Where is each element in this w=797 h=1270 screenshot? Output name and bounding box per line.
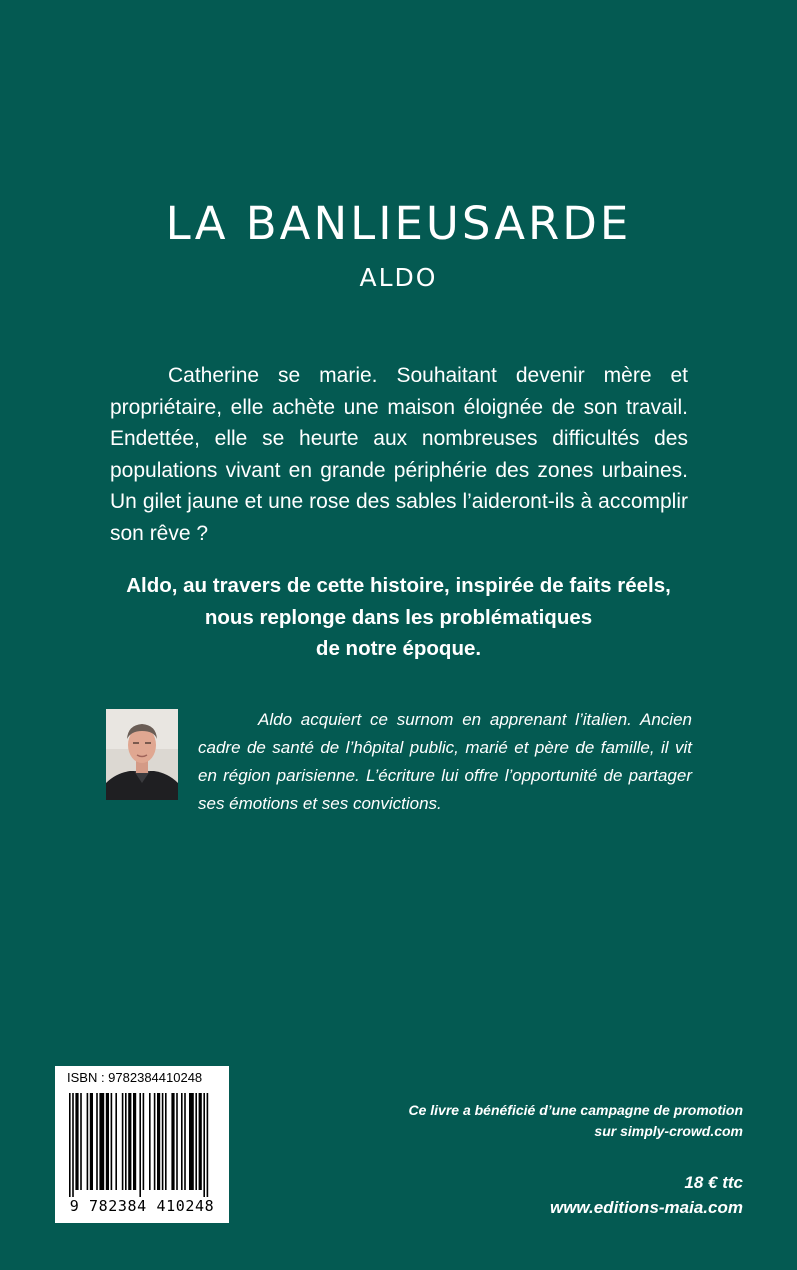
- promo-line: sur simply-crowd.com: [594, 1123, 743, 1139]
- author-photo: [106, 709, 178, 800]
- promo-note: [343, 1100, 743, 1142]
- tagline-line: Aldo, au travers de cette histoire, inspirée de faits réels,: [126, 574, 671, 597]
- tagline-line: de notre époque.: [315, 637, 482, 660]
- barcode-icon: [69, 1093, 215, 1197]
- barcode-digits: 9 782384 410248: [69, 1197, 215, 1215]
- isbn-barcode: [55, 1066, 229, 1223]
- book-title: LA BANLIEUSARDE: [165, 197, 632, 250]
- promo-line: Ce livre a bénéficié d’une campagne de promotion: [408, 1102, 743, 1118]
- price: 18 € ttc: [684, 1173, 743, 1192]
- tagline-line: nous replonge dans les problématiques: [204, 605, 593, 629]
- isbn-label: ISBN : 9782384410248: [67, 1070, 203, 1085]
- author-bio: Aldo acquiert ce surnom en apprenant l’italien. Ancien cadre de santé de l’hôpital public, marié et père de famille, il vit en région parisienne. L’écriture lui offre l’opportunité de partager ses émotions et ses convictions.: [198, 710, 692, 813]
- publisher-website: www.editions-maia.com: [549, 1198, 743, 1217]
- book-author: ALDO: [359, 263, 438, 292]
- synopsis-paragraph: Catherine se marie. Souhaitant devenir mère et propriétaire, elle achète une maison éloignée de son travail. Endettée, elle se heurte aux nombreuses difficultés des populations vivant en grande périphérie des zones urbaines. Un gilet jaune et une rose des sables l’aideront-ils à accomplir son rêve ?: [110, 364, 688, 545]
- tagline: [80, 570, 717, 665]
